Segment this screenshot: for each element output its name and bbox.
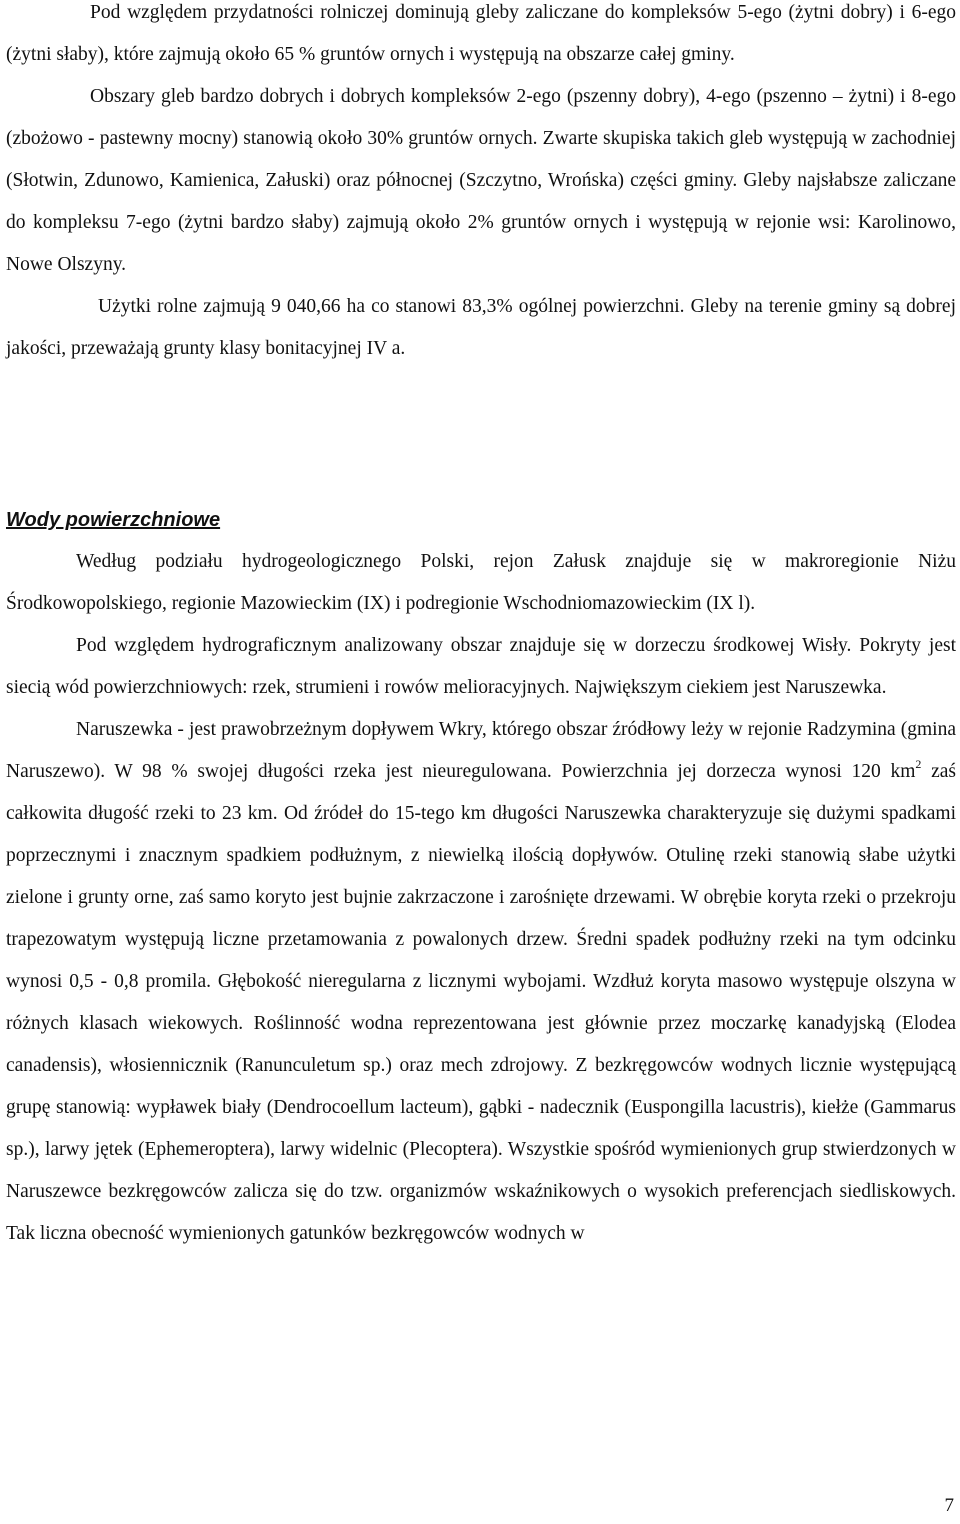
paragraph-naruszewka [6,709,956,1255]
paragraph-good-soils: Obszary gleb bardzo dobrych i dobrych kompleksów 2-ego (pszenny dobry), 4-ego (pszenno – żytni) i 8-ego (zbożowo - pastewny mocny) stanowią około 30% gruntów ornych. Zwarte skupiska takich gleb występują w zachodniej (Słotwin, Zdunowo, Kamienica, Załuski) oraz północnej (Szczytno, Wrońska) części gminy. Gleby najsłabsze zaliczane do kompleksu 7-ego (żytni bardzo słaby) zajmują około 2% gruntów ornych i występują w rejonie wsi: Karolinowo, Nowe Olszyny. [6,86,956,275]
naruszewka-text-part-2: zaś całkowita długość rzeki to 23 km. Od źródeł do 15-tego km długości Naruszewka charakteryzuje się dużymi spadkami poprzecznymi i znacznym spadkiem podłużnym, z niewielką ilością dopływów. Otulinę rzeki stanowią słabe użytki zielone i grunty orne, zaś samo koryto jest bujnie zakrzaczone i zarośnięte drzewami. W obrębie koryta rzeki o przekroju trapezowatym występują liczne przetamowania z powalonych drzew. Średni spadek podłużny rzeki na tym odcinku wynosi 0,5 - 0,8 promila. Głębokość nieregularna z licznymi wybojami. Wzdłuż koryta masowo występuje olszyna w różnych klasach wiekowych. Roślinność wodna reprezentowana jest głównie przez moczarkę kanadyjską (Elodea canadensis), włosiennicznik (Ranunculetum sp.) oraz mech zdrojowy. Z bezkręgowców wodnych licznie występującą grupę stanowią: wypławek biały (Dendrocoellum lacteum), gąbki - nadecznik (Euspongilla lacustris), kiełże (Gammarus sp.), larwy jętek (Ephemeroptera), larwy widelnic (Plecoptera). Wszystkie spośród wymienionych grup stwierdzonych w Naruszewce bezkręgowców zalicza się do tzw. organizmów wskaźnikowych o wysokich preferencjach siedliskowych. Tak liczna obecność wymienionych gatunków bezkręgowców wodnych w [6,761,956,1244]
paragraph-hydrography: Pod względem hydrograficznym analizowany obszar znajduje się w dorzeczu środkowej Wisły. Pokryty jest siecią wód powierzchniowych: rzek, strumieni i rowów melioracyjnych. Największym ciekiem jest Naruszewka. [6,635,956,698]
page-number: 7 [944,1495,954,1516]
paragraph-hydrogeology: Według podziału hydrogeologicznego Polski, rejon Załusk znajduje się w makroregionie Niżu Środkowopolskiego, regionie Mazowieckim (IX) i podregionie Wschodniomazowieckim (IX l). [6,551,956,614]
naruszewka-text-part-1: Naruszewka - jest prawobrzeżnym dopływem Wkry, którego obszar źródłowy leży w rejonie Radzymina (gmina Naruszewo). W 98 % swojej długości rzeka jest nieuregulowana. Powierzchnia jej dorzecza wynosi 120 km [6,719,956,782]
section-soils [6,0,956,370]
paragraph-soil-complexes: Pod względem przydatności rolniczej dominują gleby zaliczane do kompleksów 5-ego (żytni dobry) i 6-ego (żytni słaby), które zajmują około 65 % gruntów ornych i występują na obszarze całej gminy. [6,2,956,65]
superscript-square: 2 [915,756,922,771]
section-heading-surface-waters: Wody powierzchniowe [6,509,221,531]
paragraph-agricultural-land: Użytki rolne zajmują 9 040,66 ha co stanowi 83,3% ogólnej powierzchni. Gleby na terenie gminy są dobrej jakości, przeważają grunty klasy bonitacyjnej IV a. [6,296,956,359]
section-surface-waters [6,541,956,1255]
